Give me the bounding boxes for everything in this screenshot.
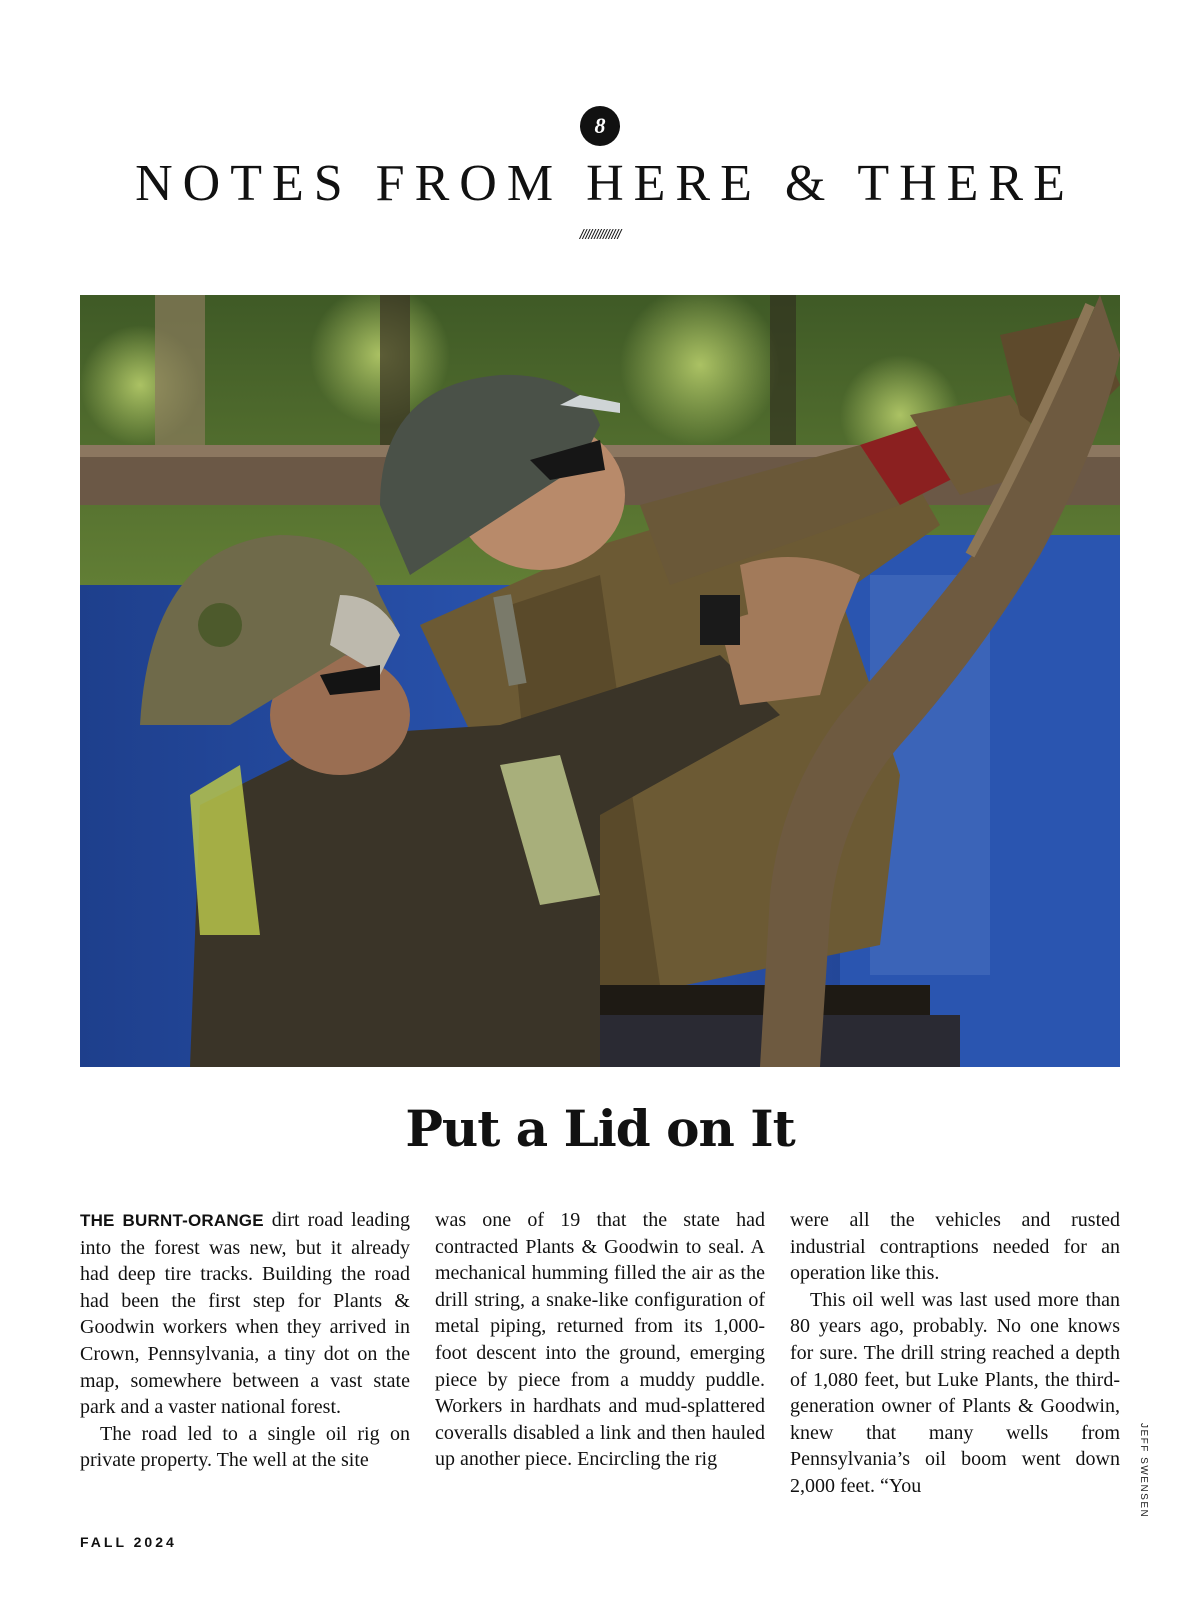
paragraph: were all the vehicles and rusted industrial contraptions needed for an operation like this. — [790, 1209, 1120, 1285]
hero-photo — [80, 295, 1120, 1067]
section-title: NOTES FROM HERE & THERE — [135, 155, 1075, 212]
article-headline: Put a Lid on It — [405, 1099, 795, 1158]
paragraph: This oil well was last used more than 80 years ago, probably. No one knows for sure. The drill string reached a depth of 1,080 feet, but Luke Plants, the third-generation owner of Plants & Goodwin, knew that many wells from Pennsylvania’s oil boom went down 2,000 feet. “You — [790, 1288, 1120, 1497]
article-body — [80, 1207, 1120, 1507]
paragraph: The road led to a single oil rig on private property. The well at the site — [80, 1422, 410, 1472]
section-divider: ////////////// — [579, 226, 621, 242]
lead-in: THE BURNT-ORANGE — [80, 1211, 264, 1230]
article-column-3 — [790, 1207, 1120, 1507]
issue-footer: FALL 2024 — [80, 1534, 177, 1550]
paragraph: was one of 19 that the state had contracted Plants & Goodwin to seal. A mechanical humming filled the air as the drill string, a snake-like configuration of metal piping, returned from its 1,000-foot descent into the ground, emerging piece by piece from a muddy puddle. Workers in hardhats and mud-splattered coveralls disabled a link and then hauled up another piece. Encircling the rig — [435, 1209, 765, 1471]
article-column-2 — [435, 1207, 765, 1507]
oil-workers-illustration — [80, 295, 1120, 1067]
paragraph-text: dirt road leading into the forest was new, but it already had deep tire tracks. Building the road had been the first step for Plants & Goodwin workers when they arrived in Crown, Pennsylvania, a tiny dot on the map, somewhere between a vast state park and a vaster national forest. — [80, 1209, 410, 1419]
section-number-badge: 8 — [580, 106, 620, 146]
photo-credit: JEFF SWENSEN — [1138, 1423, 1149, 1519]
paragraph — [80, 1207, 410, 1421]
article-column-1 — [80, 1207, 410, 1507]
